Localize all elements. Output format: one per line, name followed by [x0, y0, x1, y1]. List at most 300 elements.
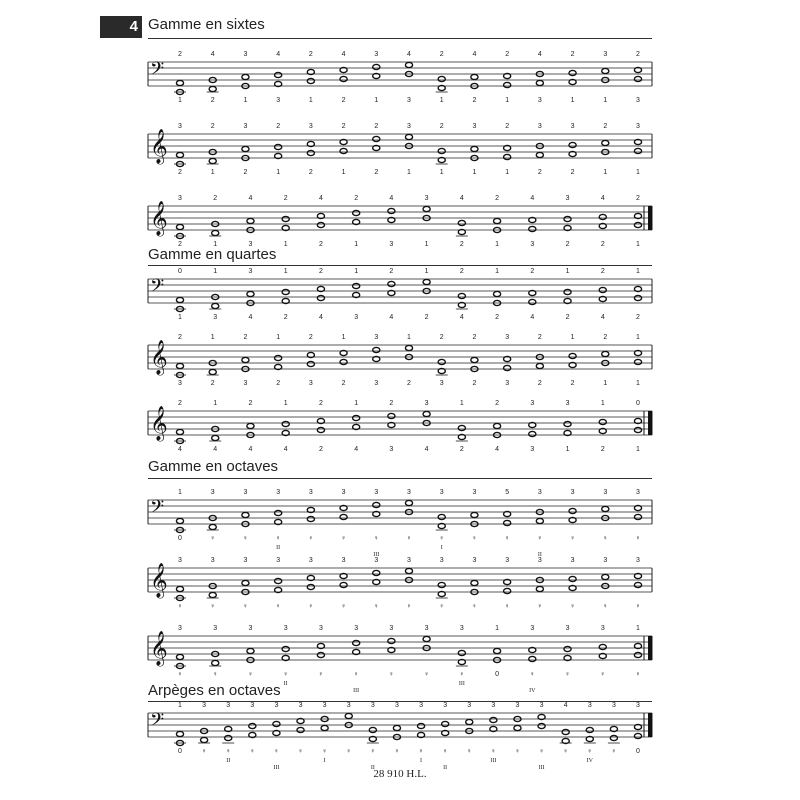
fingering-top: 2	[213, 195, 218, 202]
note-head	[275, 510, 282, 515]
fingering-bottom: 2	[459, 241, 464, 248]
note-head	[388, 208, 395, 213]
fingering-top: 1	[213, 400, 218, 407]
fingering-bottom: ♀	[439, 535, 445, 542]
note-head	[282, 646, 289, 651]
string-number: III	[273, 765, 280, 771]
note-head	[490, 717, 497, 722]
fingering-bottom: ♀	[587, 748, 593, 755]
treble-clef-icon: 𝄞	[150, 340, 168, 375]
fingering-top: 2	[439, 334, 444, 341]
note-head	[247, 218, 254, 223]
note-head	[209, 369, 216, 374]
fingering-top: 2	[439, 51, 444, 58]
note-head	[529, 226, 536, 231]
note-head	[529, 431, 536, 436]
note-head	[564, 646, 571, 651]
fingering-top: 3	[248, 268, 253, 275]
fingering-bottom: ♀	[514, 748, 521, 755]
string-number: III	[353, 688, 360, 694]
section-rule	[148, 478, 652, 479]
note-head	[307, 516, 314, 521]
fingering-top: 3	[250, 702, 255, 709]
fingering-bottom: ♀	[406, 603, 412, 610]
fingering-top: 2	[283, 195, 288, 202]
fingering-bottom: 2	[374, 169, 379, 176]
fingering-bottom: ♀	[538, 748, 545, 755]
treble-clef-icon: 𝄞	[150, 406, 168, 441]
note-head	[471, 146, 478, 151]
fingering-top: 2	[439, 123, 444, 130]
fingering-bottom: ♀	[459, 671, 465, 678]
fingering-bottom: 2	[565, 314, 570, 321]
fingering-bottom: 2	[570, 380, 575, 387]
fingering-top: 4	[537, 51, 542, 58]
fingering-top: 2	[276, 123, 281, 130]
fingering-bottom: 2	[537, 380, 542, 387]
fingering-bottom: ♀	[423, 671, 430, 678]
fingering-bottom: 1	[603, 97, 608, 104]
fingering-top: 3	[539, 702, 544, 709]
fingering-bottom: ♀	[602, 535, 608, 542]
fingering-bottom: 4	[530, 314, 535, 321]
fingering-bottom: 1	[565, 446, 570, 453]
note-head	[529, 299, 536, 304]
fingering-top: 4	[341, 51, 346, 58]
fingering-top: 4	[276, 51, 281, 58]
note-head	[423, 636, 430, 641]
fingering-top: 3	[570, 557, 575, 564]
fingering-bottom: 0	[178, 748, 182, 755]
music-system-arpeges	[148, 703, 652, 773]
note-head	[564, 289, 571, 294]
fingering-bottom: 4	[248, 446, 253, 453]
fingering-top: 3	[298, 702, 303, 709]
fingering-bottom: ♀	[283, 671, 289, 678]
fingering-top: 1	[210, 334, 215, 341]
fingering-top: 3	[636, 123, 640, 130]
note-head	[471, 357, 478, 362]
fingering-bottom: ♀	[388, 671, 395, 678]
note-head	[373, 347, 380, 352]
string-number: II	[226, 758, 231, 764]
fingering-top: 2	[505, 123, 510, 130]
fingering-top: 1	[424, 268, 429, 275]
fingering-bottom: 2	[565, 241, 570, 248]
fingering-bottom: ♀	[308, 603, 314, 610]
fingering-top: 3	[424, 400, 429, 407]
fingering-top: 4	[600, 195, 605, 202]
note-head	[564, 216, 571, 221]
fingering-top: 3	[439, 489, 444, 496]
note-head	[212, 303, 219, 308]
fingering-bottom: 2	[459, 446, 464, 453]
note-head	[569, 508, 576, 513]
fingering-top: 3	[276, 557, 281, 564]
fingering-bottom: 3	[276, 97, 281, 104]
note-head	[176, 224, 183, 229]
note-head	[466, 719, 473, 724]
fingering-bottom: 2	[600, 241, 605, 248]
note-head	[569, 576, 576, 581]
note-head	[599, 214, 606, 219]
note-head	[249, 723, 256, 728]
note-head	[599, 419, 606, 424]
fingering-bottom: 3	[308, 380, 313, 387]
note-head	[634, 582, 641, 587]
fingering-bottom: ♀	[275, 535, 281, 542]
fingering-top: 3	[636, 702, 640, 709]
fingering-top: 3	[178, 123, 182, 130]
note-head	[373, 570, 380, 575]
note-head	[569, 70, 576, 75]
note-head	[353, 210, 360, 215]
fingering-top: 2	[308, 334, 313, 341]
fingering-bottom: 4	[495, 446, 500, 453]
note-head	[634, 652, 641, 657]
fingering-bottom: ♀	[439, 603, 445, 610]
treble-clef-icon: 𝄞	[150, 201, 168, 236]
section-rule	[148, 265, 652, 266]
fingering-bottom: 2	[276, 380, 281, 387]
fingering-top: 2	[248, 400, 253, 407]
note-head	[634, 222, 641, 227]
string-number: III	[373, 552, 380, 558]
fingering-top: 2	[178, 334, 182, 341]
fingering-top: 2	[389, 268, 394, 275]
section-title-quartes: Gamme en quartes	[148, 246, 277, 263]
fingering-bottom: 1	[178, 97, 182, 104]
fingering-bottom: ♀	[346, 748, 352, 755]
note-head	[471, 580, 478, 585]
fingering-top: 2	[472, 334, 477, 341]
note-head	[438, 359, 445, 364]
fingering-top: 3	[603, 557, 608, 564]
fingering-bottom: ♀	[635, 671, 641, 678]
final-barline	[648, 411, 652, 435]
section-title-octaves: Gamme en octaves	[148, 458, 279, 475]
fingering-bottom: ♀	[340, 535, 347, 542]
fingering-bottom: 2	[178, 241, 182, 248]
fingering-top: 1	[636, 625, 640, 632]
fingering-bottom: 2	[210, 380, 215, 387]
note-head	[340, 76, 347, 81]
fingering-bottom: 4	[424, 446, 429, 453]
fingering-top: 3	[407, 489, 411, 496]
note-head	[538, 723, 545, 728]
note-head	[602, 140, 609, 145]
staff-row	[148, 400, 652, 453]
treble-clef-icon: 𝄞	[150, 631, 168, 666]
fingering-top: 3	[322, 702, 327, 709]
note-head	[405, 62, 412, 67]
fingering-top: 2	[603, 334, 608, 341]
fingering-top: 1	[354, 400, 359, 407]
note-head	[275, 355, 282, 360]
note-head	[242, 512, 249, 517]
fingering-top: 3	[439, 557, 444, 564]
string-number: III	[538, 765, 545, 771]
fingering-top: 2	[459, 268, 464, 275]
note-head	[493, 648, 500, 653]
note-head	[493, 423, 500, 428]
note-head	[610, 735, 617, 740]
note-head	[307, 584, 314, 589]
bass-clef-icon: 𝄢	[150, 710, 165, 735]
fingering-bottom: 2	[178, 169, 182, 176]
section-rule	[148, 701, 652, 702]
fingering-bottom: 4	[459, 314, 464, 321]
fingering-top: 3	[178, 557, 182, 564]
fingering-top: 3	[274, 702, 279, 709]
fingering-top: 2	[636, 195, 640, 202]
note-head	[493, 291, 500, 296]
treble-clef-icon: 𝄞	[150, 563, 168, 598]
note-head	[242, 74, 249, 79]
fingering-bottom: 1	[374, 97, 379, 104]
fingering-bottom: ♀	[394, 748, 400, 755]
fingering-bottom: ♀	[569, 535, 576, 542]
staff-row	[148, 195, 652, 248]
fingering-bottom: 2	[318, 241, 323, 248]
note-head	[634, 427, 641, 432]
note-head	[536, 363, 543, 368]
fingering-top: 2	[603, 123, 608, 130]
fingering-top: 3	[424, 625, 429, 632]
fingering-top: 3	[213, 625, 218, 632]
fingering-bottom: 1	[407, 169, 411, 176]
fingering-top: 3	[346, 702, 351, 709]
fingering-top: 3	[283, 625, 288, 632]
note-head	[307, 361, 314, 366]
fingering-top: 3	[210, 489, 215, 496]
fingering-bottom: 2	[243, 169, 248, 176]
fingering-top: 2	[210, 123, 215, 130]
note-head	[275, 72, 282, 77]
fingering-top: 4	[563, 702, 568, 709]
note-head	[417, 723, 424, 728]
note-head	[282, 216, 289, 221]
note-head	[405, 500, 412, 505]
note-head	[438, 148, 445, 153]
note-head	[201, 737, 208, 742]
staff-row	[148, 489, 652, 558]
fingering-bottom: ♀	[273, 748, 280, 755]
note-head	[317, 295, 324, 300]
fingering-top: 3	[505, 557, 510, 564]
fingering-bottom: 1	[636, 241, 640, 248]
note-head	[438, 582, 445, 587]
fingering-top: 1	[636, 268, 640, 275]
fingering-bottom: 3	[439, 380, 444, 387]
string-number: II	[537, 552, 542, 558]
note-head	[212, 230, 219, 235]
string-number: II	[283, 681, 288, 687]
note-head	[388, 638, 395, 643]
note-head	[176, 297, 183, 302]
staff-row	[148, 123, 652, 176]
fingering-top: 2	[570, 51, 575, 58]
fingering-top: 4	[389, 195, 394, 202]
note-head	[438, 514, 445, 519]
fingering-top: 3	[530, 400, 535, 407]
fingering-top: 2	[318, 400, 323, 407]
note-head	[282, 421, 289, 426]
note-head	[634, 359, 641, 364]
string-number: IV	[586, 758, 593, 764]
note-head	[317, 427, 324, 432]
fingering-top: 3	[530, 625, 535, 632]
final-barline	[648, 713, 652, 737]
fingering-bottom: 3	[636, 97, 640, 104]
fingering-top: 2	[318, 268, 323, 275]
fingering-bottom: ♀	[600, 671, 606, 678]
fingering-bottom: 2	[636, 314, 640, 321]
fingering-top: 2	[389, 400, 394, 407]
fingering-bottom: 1	[308, 97, 313, 104]
note-head	[176, 429, 183, 434]
fingering-bottom: ♀	[353, 671, 359, 678]
bass-clef-icon: 𝄢	[150, 59, 165, 84]
note-head	[209, 86, 216, 91]
bass-clef-icon: 𝄢	[150, 276, 165, 301]
note-head	[282, 289, 289, 294]
fingering-bottom: 1	[213, 241, 218, 248]
fingering-bottom: 0	[178, 535, 182, 542]
note-head	[388, 281, 395, 286]
fingering-top: 2	[600, 268, 605, 275]
note-head	[307, 150, 314, 155]
fingering-top: 1	[283, 268, 288, 275]
fingering-bottom: 3	[389, 446, 394, 453]
fingering-top: 3	[472, 123, 477, 130]
note-head	[602, 506, 609, 511]
fingering-top: 4	[248, 195, 253, 202]
fingering-top: 3	[565, 400, 570, 407]
fingering-bottom: 4	[389, 314, 394, 321]
note-head	[340, 582, 347, 587]
note-head	[247, 423, 254, 428]
fingering-bottom: ♀	[318, 671, 324, 678]
note-head	[373, 136, 380, 141]
string-number: II	[443, 765, 448, 771]
fingering-top: 3	[636, 489, 640, 496]
note-head	[345, 713, 352, 718]
fingering-top: 3	[394, 702, 399, 709]
note-head	[536, 152, 543, 157]
note-head	[471, 512, 478, 517]
fingering-bottom: 2	[341, 380, 346, 387]
fingering-bottom: 2	[424, 314, 429, 321]
string-number: I	[323, 758, 326, 764]
fingering-top: 1	[636, 334, 640, 341]
final-barline	[648, 636, 652, 660]
fingering-bottom: ♀	[225, 748, 231, 755]
fingering-top: 3	[389, 625, 394, 632]
fingering-top: 3	[374, 489, 379, 496]
fingering-top: 3	[537, 489, 542, 496]
note-head	[176, 518, 183, 523]
fingering-bottom: ♀	[466, 748, 472, 755]
fingering-top: 3	[226, 702, 231, 709]
note-head	[634, 76, 641, 81]
fingering-bottom: 4	[283, 446, 288, 453]
fingering-bottom: 2	[570, 169, 575, 176]
note-head	[340, 148, 347, 153]
note-head	[514, 725, 521, 730]
fingering-top: 3	[318, 625, 323, 632]
staff-row	[148, 334, 652, 387]
fingering-bottom: ♀	[242, 535, 249, 542]
fingering-bottom: 1	[243, 97, 248, 104]
note-head	[493, 218, 500, 223]
note-head	[405, 345, 412, 350]
fingering-top: 4	[318, 195, 323, 202]
note-head	[242, 146, 249, 151]
note-head	[602, 68, 609, 73]
fingering-bottom: ♀	[635, 535, 641, 542]
fingering-bottom: ♀	[418, 748, 424, 755]
fingering-top: 3	[587, 702, 592, 709]
note-head	[536, 586, 543, 591]
fingering-top: 1	[600, 400, 605, 407]
fingering-top: 3	[374, 334, 379, 341]
fingering-top: 3	[243, 51, 248, 58]
fingering-bottom: 3	[354, 314, 359, 321]
note-head	[242, 580, 249, 585]
fingering-top: 0	[178, 268, 182, 275]
fingering-top: 3	[636, 557, 640, 564]
fingering-top: 3	[210, 557, 215, 564]
note-head	[458, 220, 465, 225]
note-head	[176, 152, 183, 157]
note-head	[209, 592, 216, 597]
fingering-bottom: 4	[213, 446, 218, 453]
note-head	[225, 735, 232, 740]
section-title-sixtes: Gamme en sixtes	[148, 16, 265, 33]
fingering-top: 2	[495, 195, 500, 202]
fingering-bottom: ♀	[322, 748, 328, 755]
note-head	[602, 574, 609, 579]
note-head	[504, 154, 511, 159]
fingering-top: 1	[283, 400, 288, 407]
fingering-bottom: ♀	[297, 748, 304, 755]
fingering-top: 3	[374, 51, 379, 58]
fingering-top: 1	[495, 625, 500, 632]
fingering-top: 3	[308, 489, 313, 496]
fingering-top: 3	[565, 195, 570, 202]
fingering-bottom: 4	[318, 314, 323, 321]
fingering-top: 3	[407, 123, 411, 130]
fingering-bottom: 2	[495, 314, 500, 321]
note-head	[634, 295, 641, 300]
fingering-top: 3	[341, 557, 346, 564]
note-head	[564, 421, 571, 426]
fingering-top: 2	[636, 51, 640, 58]
note-head	[602, 351, 609, 356]
fingering-bottom: ♀	[275, 603, 281, 610]
note-head	[423, 279, 430, 284]
fingering-bottom: ♀	[201, 748, 207, 755]
note-head	[393, 725, 400, 730]
fingering-top: 3	[308, 557, 313, 564]
fingering-top: 5	[505, 489, 510, 496]
fingering-top: 4	[407, 51, 411, 58]
fingering-bottom: 2	[308, 169, 313, 176]
fingering-bottom: 2	[537, 169, 542, 176]
fingering-bottom: 1	[636, 169, 640, 176]
note-head	[212, 435, 219, 440]
